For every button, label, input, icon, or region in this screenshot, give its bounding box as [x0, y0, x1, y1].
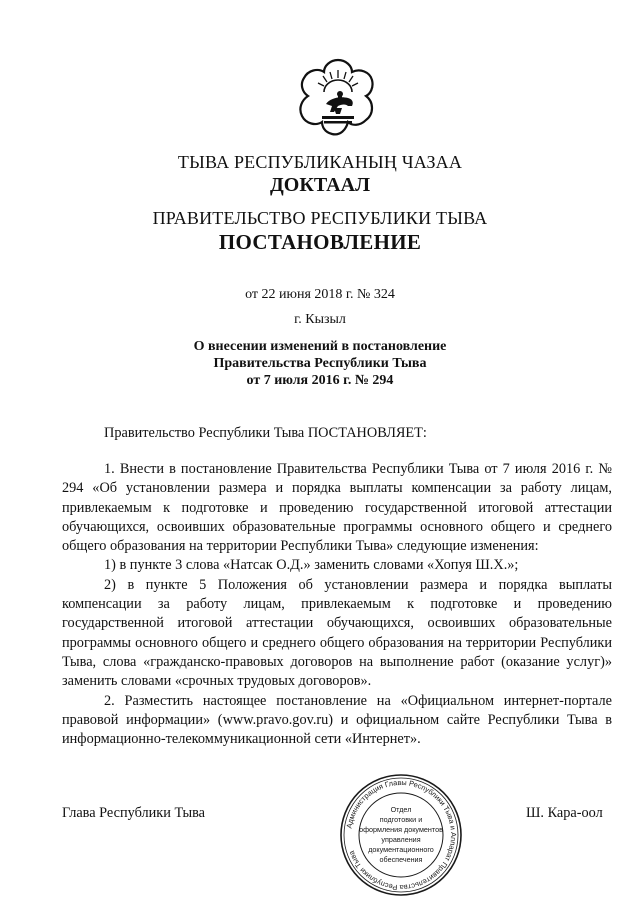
coat-of-arms-emblem-icon: [294, 56, 382, 140]
signatory-name: Ш. Кара-оол: [526, 805, 603, 821]
stamp-line-5: документационного: [368, 845, 434, 854]
paragraph-1: 1. Внести в постановление Правительства Республики Тыва от 7 июля 2016 г. № 294 «Об установлении размера и порядка выплаты компенсации за работу лицам, привлекаемым к подготовке и проведению государственной итоговой аттестации обучающихся, освоивших образовательные программы основного общего и среднего общего образования на территории Республики Тыва» следующие изменения:: [62, 461, 612, 555]
subject-line-3: от 7 июля 2016 г. № 294: [246, 373, 394, 388]
paragraph-1-subitem-1: 1) в пункте 3 слова «Натсак О.Д.» заменить словами «Хопуя Ш.Х.»;: [104, 557, 519, 574]
official-stamp-icon: [338, 772, 464, 898]
stamp-line-2: подготовки и: [379, 815, 423, 824]
subject-line-2: Правительства Республики Тыва: [213, 356, 427, 371]
stamp-line-4: управления: [381, 835, 421, 844]
document-body: [62, 460, 612, 749]
tuvan-government-name: ТЫВА РЕСПУБЛИКАНЫҢ ЧАЗАА: [177, 152, 463, 172]
resolution-intro: Правительство Республики Тыва ПОСТАНОВЛЯЕТ:: [104, 425, 427, 441]
stamp-line-6: обеспечения: [379, 855, 423, 864]
paragraph-1-subitem-2: 2) в пункте 5 Положения об установлении размера и порядка выплаты компенсации за работу лицам, привлекаемым к подготовке и проведению государственной итоговой аттестации обучающихся, освоивших образовательные программы основного общего и среднего общего образования на территории Республики Тыва, слова «гражданско-правовых договоров на выполнение работ (оказание услуг)» заменить словами «срочных трудовых договоров».: [62, 576, 612, 690]
stamp-line-1: Отдел: [390, 805, 412, 814]
russian-document-type: ПОСТАНОВЛЕНИЕ: [218, 230, 422, 254]
stamp-line-3: оформления документов: [359, 825, 443, 834]
document-date-number: от 22 июня 2018 г. № 324: [245, 287, 395, 302]
subject-line-1: О внесении изменений в постановление: [193, 339, 447, 354]
document-subject: [0, 338, 640, 389]
document-city: г. Кызыл: [294, 312, 346, 327]
paragraph-2: 2. Разместить настоящее постановление на «Официальном интернет-портале правовой информации» (www.pravo.gov.ru) и официальном сайте Республики Тыва в информационно-телекоммуникационной сети «Интернет».: [62, 692, 612, 748]
signatory-title: Глава Республики Тыва: [62, 805, 205, 821]
tuvan-document-type: ДОКТААЛ: [270, 174, 370, 196]
stamp-ring-text: Администрация Главы Республики Тыва и Аппарат Правительства Республики Тыва: [344, 777, 459, 893]
russian-government-name: ПРАВИТЕЛЬСТВО РЕСПУБЛИКИ ТЫВА: [152, 208, 488, 228]
